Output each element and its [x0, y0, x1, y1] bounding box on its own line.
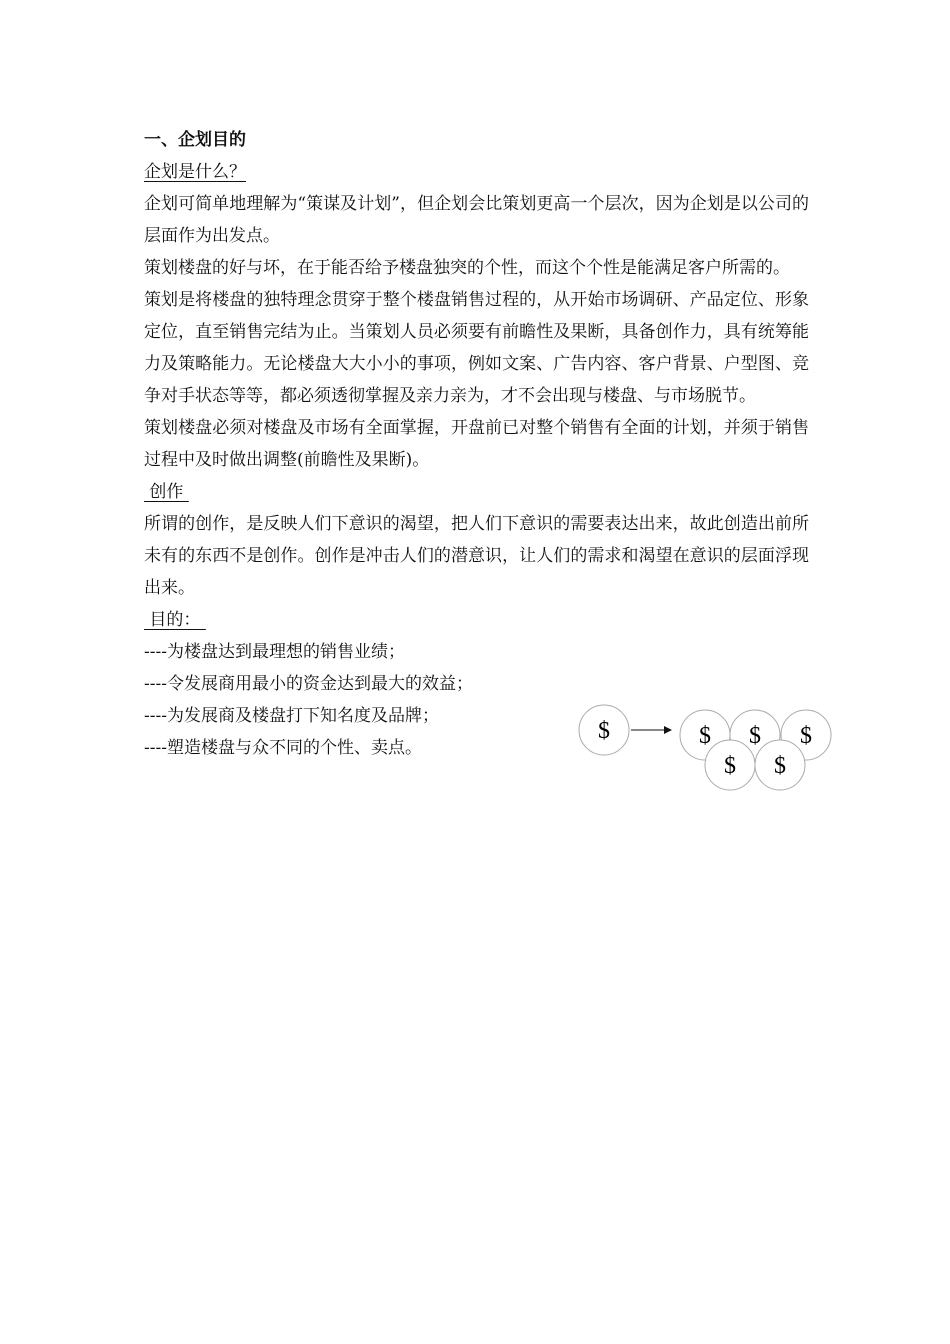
coin-symbol: $ [774, 753, 786, 779]
coin-symbol: $ [724, 753, 736, 779]
question-heading-text: 企划是什么？ [144, 162, 246, 182]
paragraph-4: 策划楼盘必须对楼盘及市场有全面掌握，开盘前已对整个销售有全面的计划，并须于销售过程中及时做出调整(前瞻性及果断)。 [144, 418, 809, 470]
purpose-item: ----令发展商用最小的资金达到最大的效益； [144, 674, 473, 694]
creation-heading-text: 创作 [144, 482, 189, 502]
purpose-item: ----为发展商及楼盘打下知名度及品牌； [144, 706, 439, 726]
purpose-heading-text: 目的： [144, 610, 206, 630]
coin-symbol: $ [598, 718, 610, 744]
paragraph-1: 企划可简单地理解为“策谋及计划”，但企划会比策划更高一个层次，因为企划是以公司的层面作为出发点。 [144, 194, 809, 246]
paragraph-3: 策划是将楼盘的独特理念贯穿于整个楼盘销售过程的，从开始市场调研、产品定位、形象定位，直至销售完结为止。当策划人员必须要有前瞻性及果断，具备创作力，具有统筹能力及策略能力。无论楼盘大大小小的事项，例如文案、广告内容、客户背景、户型图、竞争对手状态等等，都必须透彻掌握及亲力亲为，才不会出现与楼盘、与市场脱节。 [144, 290, 809, 406]
creation-paragraph: 所谓的创作，是反映人们下意识的渴望，把人们下意识的需要表达出来，故此创造出前所未有的东西不是创作。创作是冲击人们的潜意识，让人们的需求和渴望在意识的层面浮现出来。 [144, 514, 809, 598]
source-coin-icon [579, 705, 629, 755]
coin-symbol: $ [749, 723, 761, 749]
purpose-item: ----塑造楼盘与众不同的个性、卖点。 [144, 738, 422, 758]
question-heading [144, 156, 809, 188]
paragraph-2: 策划楼盘的好与坏，在于能否给予楼盘独突的个性，而这个个性是能满足客户所需的。 [144, 258, 790, 278]
section-heading: 一、企划目的 [144, 130, 246, 150]
coin-symbol: $ [800, 723, 812, 749]
creation-heading [144, 476, 809, 508]
coin-symbol: $ [699, 723, 711, 749]
result-coin-icon [705, 740, 755, 790]
purpose-item: ----为楼盘达到最理想的销售业绩； [144, 642, 405, 662]
money-growth-diagram [575, 700, 840, 800]
result-coin-icon [755, 740, 805, 790]
purpose-heading [144, 604, 809, 636]
document-body [144, 124, 809, 764]
